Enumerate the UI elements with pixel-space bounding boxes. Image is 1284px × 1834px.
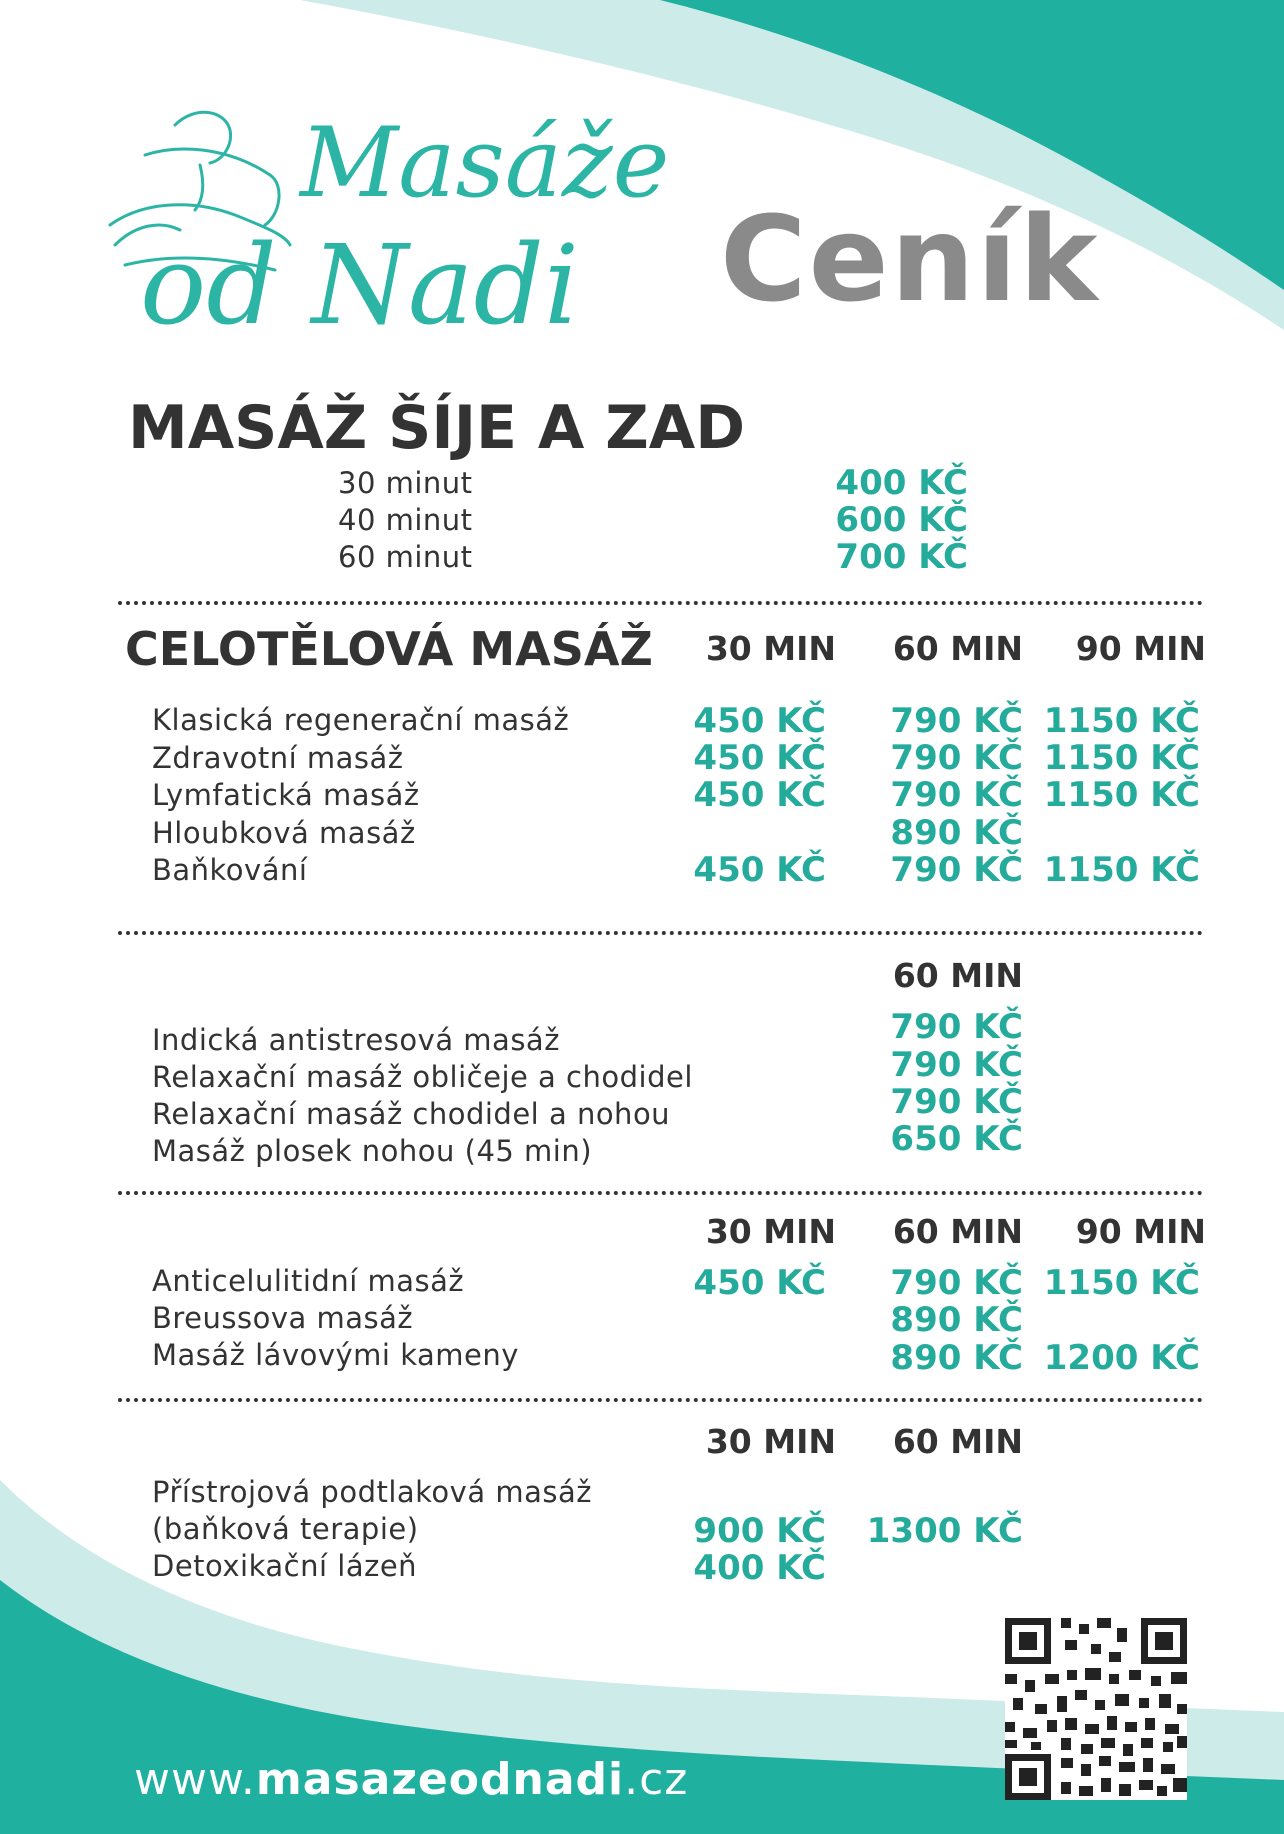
dotted-divider xyxy=(118,1398,1203,1402)
price-value: 900 KČ xyxy=(693,1511,826,1551)
price-value: 890 KČ xyxy=(890,813,1023,853)
list-item-label: Hloubková masáž xyxy=(152,816,416,850)
url-prefix: www. xyxy=(134,1754,256,1805)
price-value: 400 KČ xyxy=(693,1548,826,1588)
section-title-neck-back: MASÁŽ ŠÍJE A ZAD xyxy=(128,393,745,463)
price-value: 450 KČ xyxy=(693,1263,826,1303)
list-item-label: Masáž plosek nohou (45 min) xyxy=(152,1134,593,1168)
list-item-label: Relaxační masáž obličeje a chodidel xyxy=(152,1060,693,1094)
price-value: 600 KČ xyxy=(835,500,968,540)
column-header: 30 MIN xyxy=(705,1422,836,1461)
list-item-label: 30 minut xyxy=(338,466,473,500)
price-value: 1200 KČ xyxy=(1043,1338,1200,1378)
price-value: 790 KČ xyxy=(890,1082,1023,1122)
logo-text-line2: od Nadi xyxy=(140,221,580,349)
url-suffix: .cz xyxy=(624,1754,689,1805)
price-value: 650 KČ xyxy=(890,1119,1023,1159)
dotted-divider xyxy=(118,1191,1203,1195)
column-header: 30 MIN xyxy=(705,629,836,668)
price-value: 450 KČ xyxy=(693,738,826,778)
price-value: 1150 KČ xyxy=(1043,1263,1200,1303)
column-header: 90 MIN xyxy=(1075,1212,1206,1251)
url-domain: masazeodnadi xyxy=(255,1754,625,1805)
price-value: 1150 KČ xyxy=(1043,850,1200,890)
price-value: 1150 KČ xyxy=(1043,701,1200,741)
price-value: 890 KČ xyxy=(890,1300,1023,1340)
column-header: 60 MIN xyxy=(892,956,1023,995)
list-item-label: Detoxikační lázeň xyxy=(152,1549,418,1583)
list-item-label: Breussova masáž xyxy=(152,1301,414,1335)
price-value: 450 KČ xyxy=(693,850,826,890)
dotted-divider xyxy=(118,601,1203,605)
price-value: 790 KČ xyxy=(890,1007,1023,1047)
list-item-label: Baňkování xyxy=(152,853,308,887)
website-link[interactable] xyxy=(134,1754,689,1805)
page-title: Ceník xyxy=(720,190,1100,328)
column-header: 60 MIN xyxy=(892,629,1023,668)
price-value: 790 KČ xyxy=(890,775,1023,815)
logo-text-line1: Masáže xyxy=(300,107,670,219)
price-value: 790 KČ xyxy=(890,701,1023,741)
column-header: 60 MIN xyxy=(892,1212,1023,1251)
list-item-label: Zdravotní masáž xyxy=(152,741,404,775)
list-item-label: 60 minut xyxy=(338,540,473,574)
price-value: 400 KČ xyxy=(835,463,968,503)
list-item-label: Klasická regenerační masáž xyxy=(152,703,570,737)
list-item-label: Relaxační masáž chodidel a nohou xyxy=(152,1097,671,1131)
qr-code-icon[interactable] xyxy=(1005,1618,1187,1800)
dotted-divider xyxy=(118,931,1203,935)
price-value: 790 KČ xyxy=(890,1263,1023,1303)
list-item-label: Indická antistresová masáž xyxy=(152,1023,560,1057)
list-item-label: 40 minut xyxy=(338,503,473,537)
price-value: 700 KČ xyxy=(835,537,968,577)
price-value: 790 KČ xyxy=(890,850,1023,890)
price-value: 790 KČ xyxy=(890,1045,1023,1085)
price-value: 450 KČ xyxy=(693,775,826,815)
list-item-label: Přístrojová podtlaková masáž xyxy=(152,1475,592,1509)
price-value: 1300 KČ xyxy=(866,1511,1023,1551)
price-value: 790 KČ xyxy=(890,738,1023,778)
price-value: 890 KČ xyxy=(890,1338,1023,1378)
list-item-label: (baňková terapie) xyxy=(152,1512,419,1546)
section-title-full-body: CELOTĚLOVÁ MASÁŽ xyxy=(125,622,653,676)
price-value: 450 KČ xyxy=(693,701,826,741)
column-header: 30 MIN xyxy=(705,1212,836,1251)
column-header: 90 MIN xyxy=(1075,629,1206,668)
price-value: 1150 KČ xyxy=(1043,738,1200,778)
column-header: 60 MIN xyxy=(892,1422,1023,1461)
price-value: 1150 KČ xyxy=(1043,775,1200,815)
list-item-label: Masáž lávovými kameny xyxy=(152,1338,519,1372)
list-item-label: Anticelulitidní masáž xyxy=(152,1264,465,1298)
list-item-label: Lymfatická masáž xyxy=(152,778,420,812)
